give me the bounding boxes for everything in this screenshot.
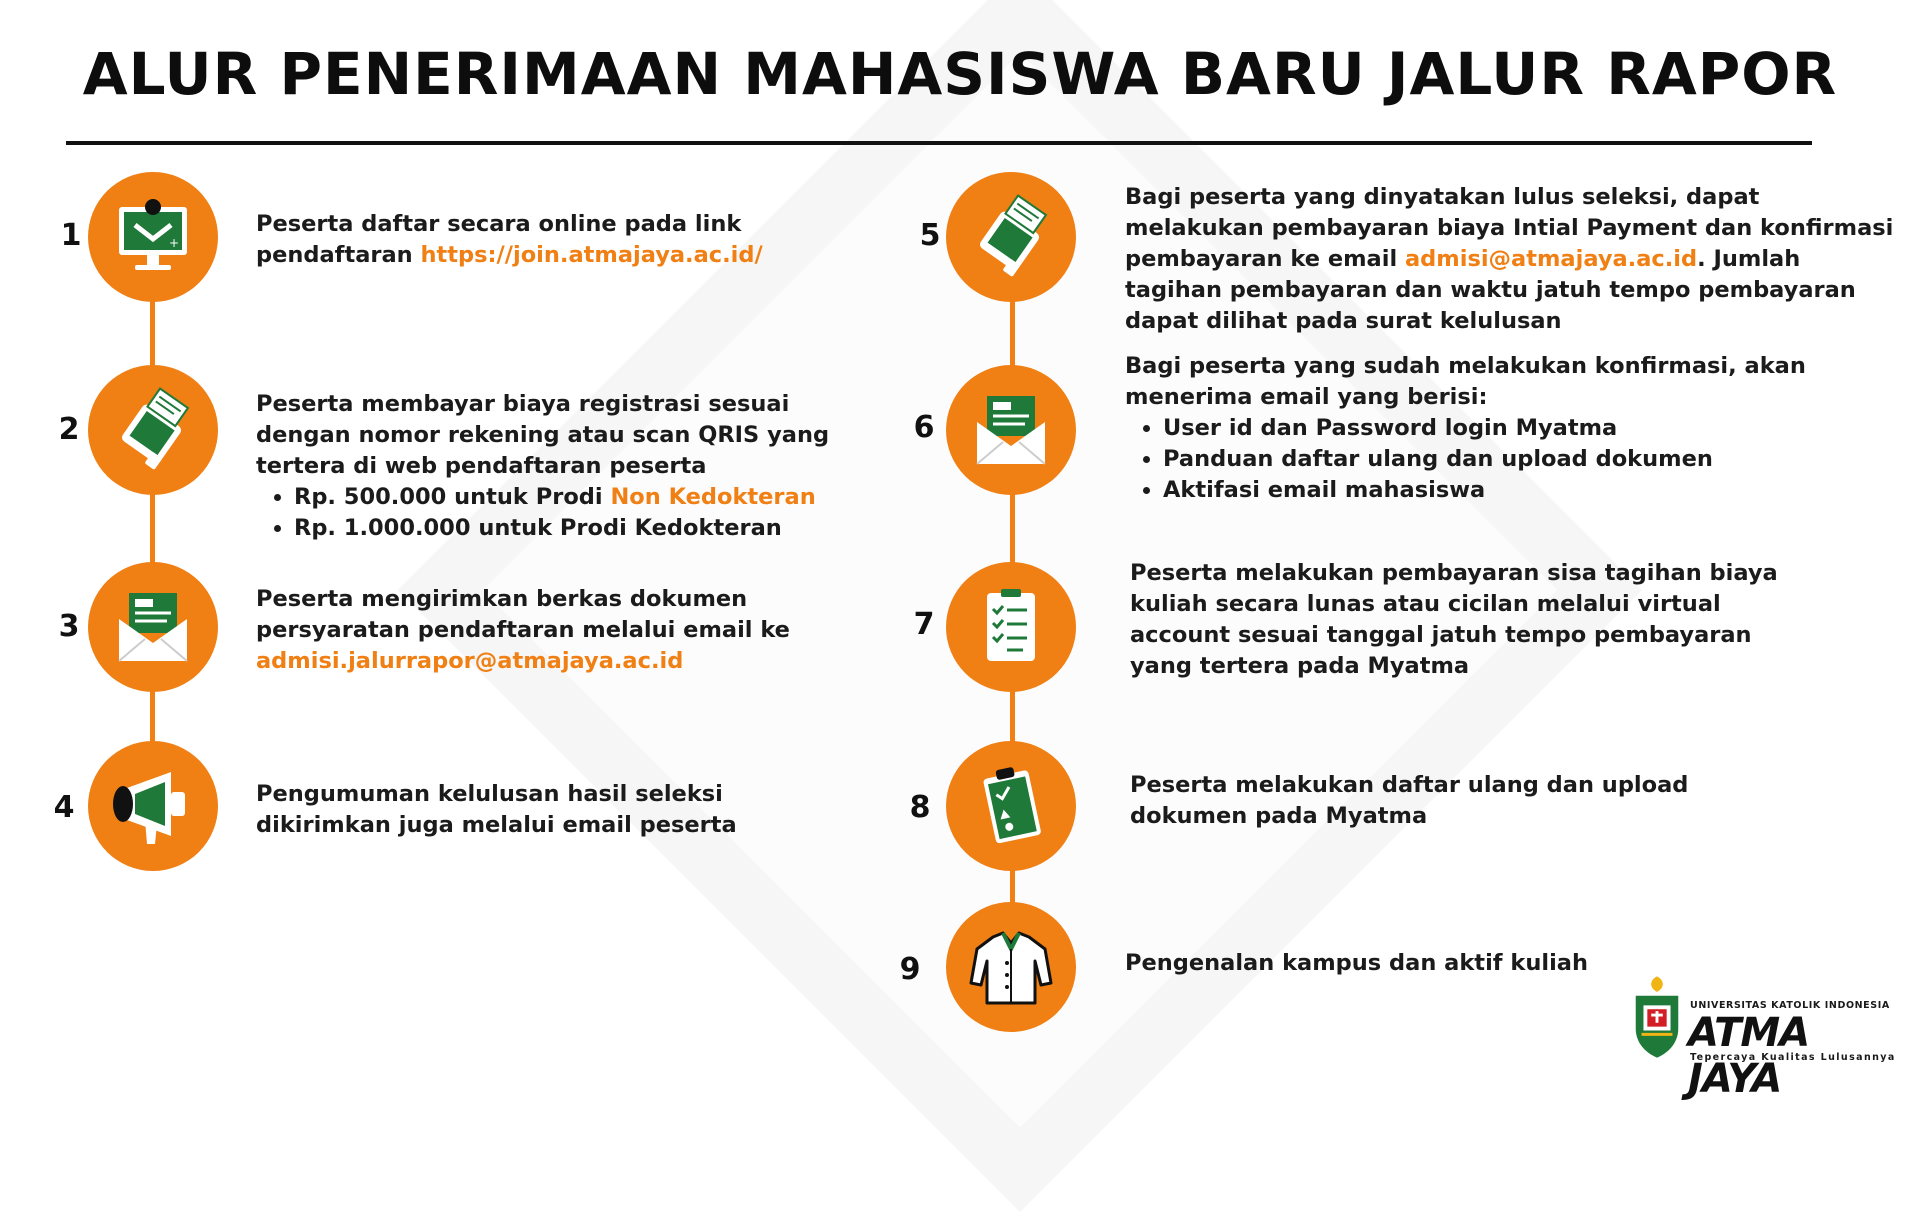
- step-3-circle: [88, 562, 218, 692]
- atmajaya-logo: [1628, 972, 1896, 1102]
- list-item: • Panduan daftar ulang dan upload dokumen: [1163, 444, 1895, 475]
- megaphone-icon: [105, 758, 201, 854]
- step-3-description: Peserta mengirimkan berkas dokumen persyaratan pendaftaran melalui email ke: [256, 586, 790, 643]
- university-crest-icon: [1628, 972, 1686, 1060]
- step-4-description: Pengumuman kelulusan hasil seleksi dikirimkan juga melalui email peserta: [256, 781, 737, 838]
- step-number: 7: [913, 607, 935, 642]
- step-9-description: Pengenalan kampus dan aktif kuliah: [1125, 950, 1589, 976]
- payment-terminal-icon: [963, 189, 1059, 285]
- step-6-description: Bagi peserta yang sudah melakukan konfirmasi, akan menerima email yang berisi:: [1125, 353, 1806, 410]
- step-number: 3: [58, 609, 80, 644]
- payment-terminal-icon: [105, 382, 201, 478]
- clipboard-icon: [963, 758, 1059, 854]
- step-1-text: [256, 209, 776, 271]
- page-title: ALUR PENERIMAAN MAHASISWA BARU JALUR RAPOR: [82, 40, 1838, 108]
- step-7-text: [1130, 558, 1780, 682]
- fee-list-item: [294, 513, 836, 544]
- list-item: • Aktifasi email mahasiswa: [1163, 475, 1895, 506]
- step-number: 9: [899, 952, 921, 987]
- step-2-text: [256, 389, 836, 544]
- step-number: 8: [909, 790, 931, 825]
- email-contents-list: [1125, 413, 1895, 506]
- jacket-icon: [963, 919, 1059, 1015]
- university-tagline: Tepercaya Kualitas Lulusannya: [1690, 1052, 1896, 1063]
- fee-highlight: Non Kedokteran: [610, 484, 816, 510]
- email-envelope-icon: [105, 579, 201, 675]
- step-3-text: [256, 584, 816, 677]
- step-8-description: Peserta melakukan daftar ulang dan upload dokumen pada Myatma: [1130, 772, 1689, 829]
- step-6-circle: [946, 365, 1076, 495]
- registration-link[interactable]: https://join.atmajaya.ac.id/: [420, 242, 763, 268]
- svg-text:+: +: [169, 236, 180, 250]
- step-8-circle: [946, 741, 1076, 871]
- step-2-circle: [88, 365, 218, 495]
- step-8-text: [1130, 770, 1780, 832]
- fee-text: Rp. 500.000 untuk Prodi: [294, 484, 611, 510]
- step-number: 5: [919, 218, 941, 253]
- step-4-circle: [88, 741, 218, 871]
- step-4-text: [256, 779, 816, 841]
- step-6-text: [1125, 351, 1895, 506]
- step-1-description: Peserta daftar secara online pada link pendaftaran: [256, 211, 742, 268]
- admisi-email-link[interactable]: admisi@atmajaya.ac.id: [1405, 246, 1698, 272]
- step-7-description: Peserta melakukan pembayaran sisa tagihan biaya kuliah secara lunas atau cicilan melalui virtual account sesuai tanggal jatuh tempo pembayaran yang tertera pada Myatma: [1130, 560, 1778, 679]
- step-number: 6: [913, 410, 935, 445]
- title-divider: [66, 141, 1812, 145]
- jalurrapor-email-link[interactable]: admisi.jalurrapor@atmajaya.ac.id: [256, 648, 684, 674]
- step-2-description: Peserta membayar biaya registrasi sesuai dengan nomor rekening atau scan QRIS yang tertera di web pendaftaran peserta: [256, 391, 830, 479]
- email-envelope-icon: [963, 382, 1059, 478]
- step-5-circle: [946, 172, 1076, 302]
- fee-list: [256, 482, 836, 544]
- computer-registration-icon: [105, 189, 201, 285]
- step-9-circle: [946, 902, 1076, 1032]
- fee-list-item: [294, 482, 836, 513]
- step-1-circle: [88, 172, 218, 302]
- step-7-circle: [946, 562, 1076, 692]
- step-number: 4: [53, 790, 75, 825]
- list-item: • User id dan Password login Myatma: [1163, 413, 1895, 444]
- checklist-icon: [963, 579, 1059, 675]
- step-number: 2: [58, 412, 80, 447]
- university-name: ATMA JAYA: [1688, 1010, 1810, 1102]
- step-number: 1: [60, 218, 82, 253]
- university-label: UNIVERSITAS KATOLIK INDONESIA: [1690, 1000, 1890, 1011]
- step-5-description-end: . Jumlah tagihan pembayaran dan waktu jatuh tempo pembayaran dapat dilihat pada surat kelulusan: [1125, 246, 1856, 334]
- step-5-description: Bagi peserta yang dinyatakan lulus seleksi, dapat melakukan pembayaran biaya Intial Payment dan konfirmasi pembayaran ke email: [1125, 184, 1894, 272]
- step-5-text: [1125, 182, 1895, 337]
- fee-text: Rp. 1.000.000 untuk Prodi Kedokteran: [294, 515, 782, 541]
